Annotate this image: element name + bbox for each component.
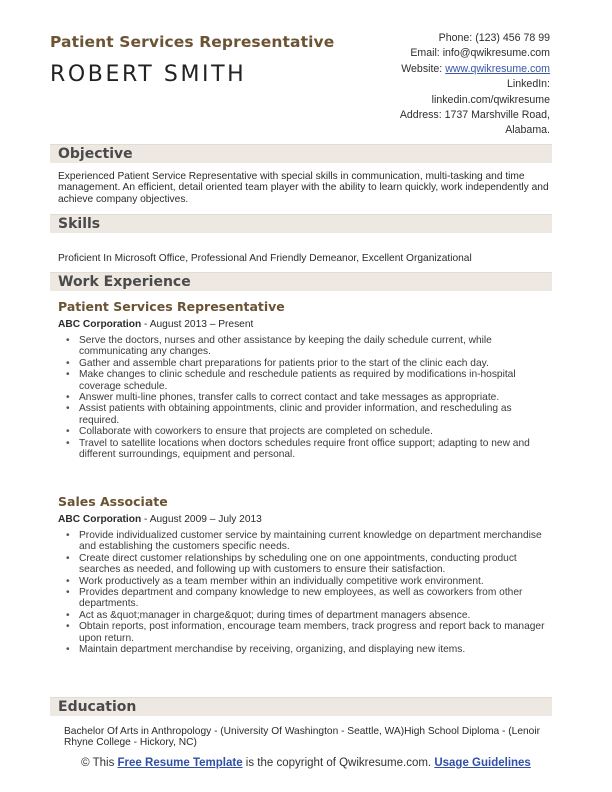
job-2-bullet: • Work productively as a team member within an individually competitive work environment.	[64, 576, 552, 587]
objective-text: Experienced Patient Service Representative with special skills in communication, multi-tasking and time management. An efficient, detail oriented team player with the ability to learn quickly, work independently and achieve company objectives.	[58, 171, 549, 205]
resume-job-title: Patient Services Representative	[50, 33, 335, 51]
job-1-company: ABC Corporation	[58, 319, 142, 330]
objective-heading: Objective	[58, 146, 133, 162]
work-experience-section-header	[50, 272, 552, 291]
job-1-bullet: • Gather and assemble chart preparations for patients prior to the start of the clinic each day.	[64, 358, 552, 369]
job-1-bullet: • Make changes to clinic schedule and reschedule patients as required by modifications in-hospital coverage schedule.	[64, 369, 552, 392]
job-2-bullet: • Create direct customer relationships by scheduling one on one appointments, conducting product searches as needed, and following up with customers to ensure their satisfaction.	[64, 553, 552, 576]
contact-linkedin-label: LinkedIn:	[507, 78, 550, 91]
job-2-bullet: • Provides department and company knowledge to new employees, as well as coworkers from other departments.	[64, 587, 552, 610]
job-2-bullet-list	[64, 530, 552, 655]
contact-phone: Phone: (123) 456 78 99	[438, 32, 550, 44]
job-1-bullet: • Travel to satellite locations when doctors schedules require front office support; adapting to new and different surroundings, equipment and personal.	[64, 438, 552, 461]
work-experience-heading: Work Experience	[58, 274, 191, 290]
job-2-company-line	[58, 514, 262, 525]
skills-section-header	[50, 214, 552, 233]
job-2-bullet: • Act as &quot;manager in charge&quot; during times of department managers absence.	[64, 610, 552, 621]
job-2-title: Sales Associate	[58, 494, 168, 509]
job-2-bullet: • Maintain department merchandise by receiving, organizing, and displaying new items.	[64, 644, 552, 655]
contact-address-line2: Alabama.	[505, 124, 550, 137]
website-link[interactable]: www.qwikresume.com	[445, 62, 550, 75]
job-1-bullet: • Assist patients with obtaining appointments, clinic and provider information, and rescheduling as required.	[64, 403, 552, 426]
job-1-title: Patient Services Representative	[58, 299, 285, 314]
job-2-bullet: • Provide individualized customer service by maintaining current knowledge on department merchandise and establishing the customers specific needs.	[64, 530, 552, 553]
candidate-name: ROBERT SMITH	[50, 62, 247, 87]
job-1-company-line	[58, 319, 253, 330]
job-1-bullet: • Collaborate with coworkers to ensure that projects are completed on schedule.	[64, 426, 552, 437]
job-1-bullet: • Serve the doctors, nurses and other assistance by keeping the daily schedule current, while communicating any changes.	[64, 335, 552, 358]
job-2-bullet: • Obtain reports, post information, encourage team members, track progress and report back to manager upon return.	[64, 621, 552, 644]
job-1-dates: - August 2013 – Present	[141, 319, 254, 330]
objective-section-header	[50, 144, 552, 163]
contact-address-line1: Address: 1737 Marshville Road,	[399, 109, 550, 122]
copyright-footer	[0, 756, 612, 770]
education-text: Bachelor Of Arts in Anthropology - (University Of Washington - Seattle, WA)High School Diploma - (Lenoir Rhyne College - Hickory, NC)	[64, 726, 540, 749]
footer-middle: is the copyright of Qwikresume.com.	[242, 757, 435, 769]
usage-guidelines-link[interactable]: Usage Guidelines	[434, 757, 531, 769]
education-heading: Education	[58, 699, 137, 715]
job-2-dates: - August 2009 – July 2013	[141, 514, 262, 525]
skills-heading: Skills	[58, 216, 101, 232]
job-2-company: ABC Corporation	[58, 514, 142, 525]
contact-email: Email: info@qwikresume.com	[410, 47, 550, 60]
free-resume-template-link[interactable]: Free Resume Template	[117, 757, 243, 769]
contact-website-label: Website:	[401, 62, 446, 75]
contact-linkedin-value: linkedin.com/qwikresume	[431, 93, 550, 106]
job-1-bullet-list	[64, 335, 552, 460]
skills-text: Proficient In Microsoft Office, Professional And Friendly Demeanor, Excellent Organizational	[58, 253, 472, 264]
job-1-bullet: • Answer multi-line phones, transfer calls to correct contact and take messages as appropriate.	[64, 392, 552, 403]
contact-block	[320, 31, 550, 139]
education-section-header	[50, 697, 552, 716]
footer-prefix: © This	[81, 757, 118, 769]
contact-website	[320, 62, 550, 77]
